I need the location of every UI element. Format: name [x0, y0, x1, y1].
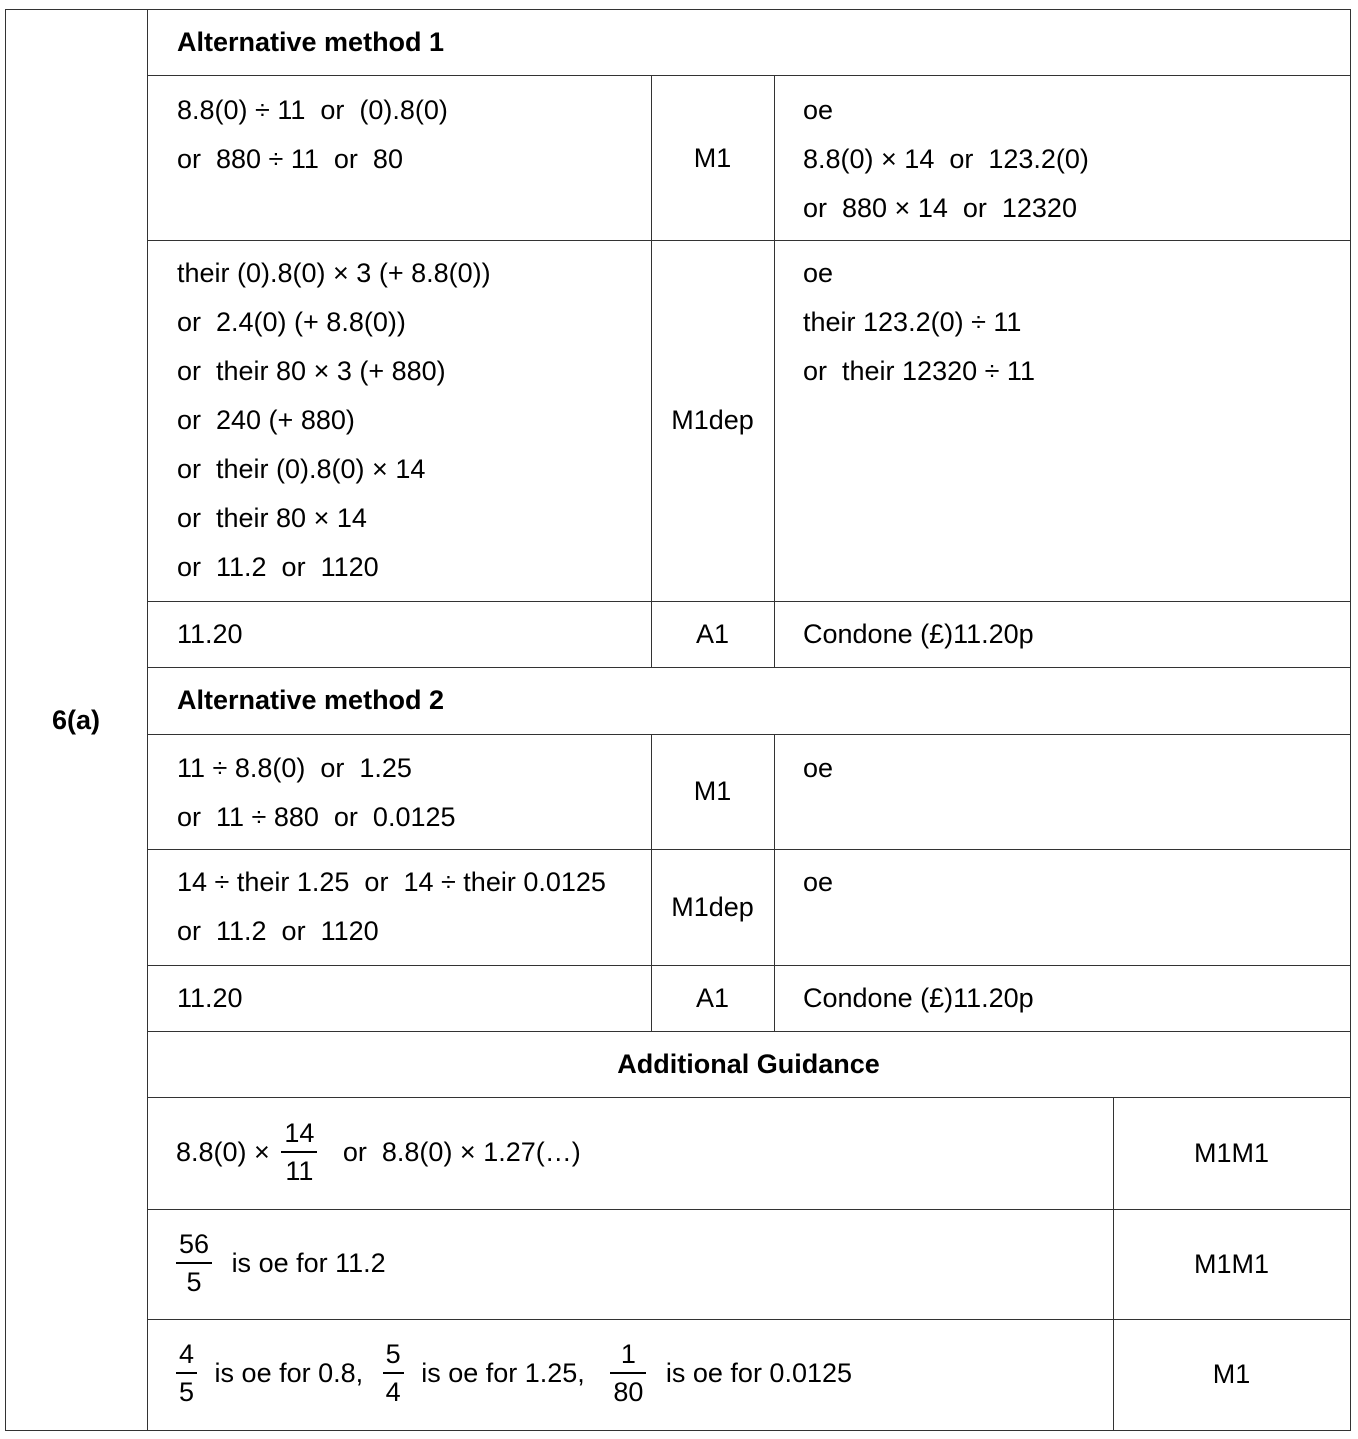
guidance-row-3-mark: M1 — [1212, 1359, 1251, 1389]
alt2-row1-comment — [803, 744, 833, 793]
guidance-text: is oe for 0.8, — [214, 1357, 364, 1388]
alt1-row1-mark: M1 — [693, 143, 732, 173]
fraction — [281, 1117, 317, 1188]
alt1-row2-method — [177, 249, 491, 592]
comment-line: oe — [803, 753, 834, 783]
guidance-text: 8.8(0) × — [176, 1136, 270, 1167]
fraction — [176, 1228, 212, 1299]
alt2-row3-comment — [803, 974, 1034, 1023]
method-line: or 240 (+ 880) — [177, 405, 355, 435]
method-line: 11.20 — [177, 619, 243, 649]
table-border-bottom — [5, 1430, 1350, 1431]
fraction-denominator: 80 — [613, 1377, 644, 1408]
guidance-text: is oe for 11.2 — [231, 1247, 386, 1278]
row-divider — [147, 734, 1350, 735]
method-line: or their 80 × 3 (+ 880) — [177, 356, 446, 386]
alt1-row2-mark: M1dep — [671, 405, 754, 435]
row-divider — [147, 1031, 1350, 1032]
guidance-row-1 — [176, 1117, 581, 1188]
fraction-numerator: 5 — [383, 1338, 404, 1374]
method-line: 11 ÷ 8.8(0) or 1.25 — [177, 753, 412, 783]
table-border-right — [1350, 9, 1351, 1431]
method-line: their (0).8(0) × 3 (+ 8.8(0)) — [177, 258, 491, 288]
fraction — [176, 1338, 197, 1409]
alt1-row3-method — [177, 610, 243, 659]
guidance-text: is oe for 0.0125 — [665, 1357, 853, 1388]
alt1-row1-method — [177, 86, 448, 184]
alt2-row2-mark: M1dep — [671, 892, 754, 922]
question-column-divider — [147, 9, 148, 1431]
row-divider — [147, 965, 1350, 966]
guidance-row-3 — [176, 1338, 852, 1409]
alt2-row1-method — [177, 744, 456, 842]
fraction — [610, 1338, 646, 1409]
row-divider — [147, 240, 1350, 241]
method-line: or 11.2 or 1120 — [177, 916, 379, 946]
guidance-row-2 — [176, 1228, 386, 1299]
fraction-denominator: 5 — [186, 1267, 202, 1298]
fraction — [383, 1338, 404, 1409]
comment-column-divider — [774, 734, 775, 1031]
alt1-row3-mark: A1 — [695, 619, 730, 649]
guidance-text: or 8.8(0) × 1.27(…) — [342, 1136, 581, 1167]
row-divider — [147, 667, 1350, 668]
alt2-row1-mark: M1 — [693, 776, 732, 806]
table-border-top — [5, 9, 1350, 10]
guidance-text: is oe for 1.25, — [421, 1357, 585, 1388]
question-label: 6(a) — [51, 705, 100, 735]
method-line: or 11.2 or 1120 — [177, 552, 379, 582]
method-line: or their (0).8(0) × 14 — [177, 454, 426, 484]
comment-line: their 123.2(0) ÷ 11 — [803, 307, 1022, 337]
row-divider — [147, 75, 1350, 76]
alt2-row2-comment — [803, 858, 833, 907]
method-line: or 2.4(0) (+ 8.8(0)) — [177, 307, 406, 337]
row-divider — [147, 1097, 1350, 1098]
fraction-numerator: 1 — [610, 1338, 646, 1374]
row-divider — [147, 1209, 1350, 1210]
row-divider — [147, 601, 1350, 602]
method-line: 14 ÷ their 1.25 or 14 ÷ their 0.0125 — [177, 867, 606, 897]
method-line: 11.20 — [177, 983, 243, 1013]
alt2-row3-method — [177, 974, 243, 1023]
comment-line: or their 12320 ÷ 11 — [803, 356, 1035, 386]
comment-line: oe — [803, 258, 834, 288]
fraction-numerator: 14 — [281, 1117, 317, 1153]
comment-line: or 880 × 14 or 12320 — [803, 193, 1077, 223]
comment-line: oe — [803, 867, 834, 897]
comment-column-divider — [774, 75, 775, 601]
alt1-row1-comment — [803, 86, 1089, 233]
method-line: or 880 ÷ 11 or 80 — [177, 144, 403, 174]
comment-column-divider — [774, 601, 775, 667]
fraction-denominator: 11 — [285, 1156, 314, 1187]
method-line: or 11 ÷ 880 or 0.0125 — [177, 802, 456, 832]
alt2-row2-method — [177, 858, 606, 956]
comment-line: 8.8(0) × 14 or 123.2(0) — [803, 144, 1089, 174]
comment-line: oe — [803, 95, 834, 125]
method-line: 8.8(0) ÷ 11 or (0).8(0) — [177, 95, 448, 125]
row-divider — [147, 849, 1350, 850]
fraction-denominator: 5 — [179, 1377, 195, 1408]
alt1-row3-comment — [803, 610, 1034, 659]
additional-guidance-heading: Additional Guidance — [617, 1049, 880, 1079]
alt2-row3-mark: A1 — [695, 983, 730, 1013]
alt-method-2-heading: Alternative method 2 — [177, 685, 445, 715]
fraction-denominator: 4 — [385, 1377, 401, 1408]
alt1-row2-comment — [803, 249, 1035, 396]
row-divider — [147, 1319, 1350, 1320]
comment-line: Condone (£)11.20p — [803, 983, 1034, 1013]
guidance-row-2-mark: M1M1 — [1193, 1249, 1269, 1279]
fraction-numerator: 4 — [176, 1338, 197, 1374]
alt-method-1-heading: Alternative method 1 — [177, 27, 445, 57]
comment-line: Condone (£)11.20p — [803, 619, 1034, 649]
method-line: or their 80 × 14 — [177, 503, 367, 533]
fraction-numerator: 56 — [176, 1228, 212, 1264]
guidance-row-1-mark: M1M1 — [1193, 1138, 1269, 1168]
